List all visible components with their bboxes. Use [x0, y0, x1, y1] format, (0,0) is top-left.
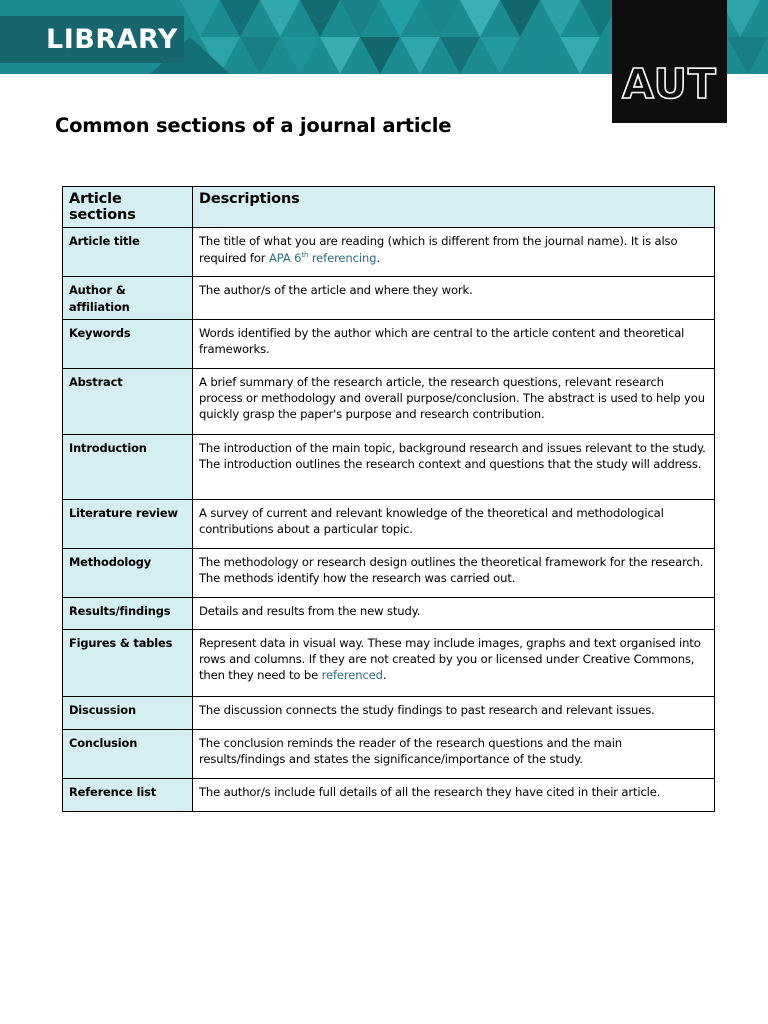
table-row [63, 696, 715, 729]
section-description: The author/s include full details of all the research they have cited in their article. [193, 778, 715, 811]
referenced-link[interactable]: referenced [321, 668, 383, 683]
section-name: Figures & tables [63, 629, 193, 696]
section-description: A brief summary of the research article, the research questions, relevant research process or methodology and overall purpose/conclusion. The abstract is used to help you quickly grasp the paper's purpose and research contribution. [193, 368, 715, 434]
table-row [63, 499, 715, 548]
section-description: The conclusion reminds the reader of the research questions and the main results/findings and states the significance/importance of the study. [193, 729, 715, 778]
section-description: Words identified by the author which are central to the article content and theoretical frameworks. [193, 319, 715, 368]
section-description [193, 228, 715, 277]
table-row [63, 629, 715, 696]
aut-logo [612, 0, 727, 123]
table-row [63, 277, 715, 319]
section-name: Methodology [63, 548, 193, 597]
section-name: Results/findings [63, 597, 193, 629]
link-text-after: referencing [308, 250, 377, 265]
aut-logo-text: AUT [622, 60, 717, 108]
table-row [63, 778, 715, 811]
section-name: Conclusion [63, 729, 193, 778]
section-description: A survey of current and relevant knowledge of the theoretical and methodological contributions about a particular topic. [193, 499, 715, 548]
description-text-after: . [376, 250, 380, 265]
link-text: APA 6 [268, 250, 302, 265]
table-row [63, 319, 715, 368]
column-header-sections: Article sections [63, 187, 193, 228]
section-description: The author/s of the article and where they work. [193, 277, 715, 319]
section-name: Article title [63, 228, 193, 277]
section-name: Literature review [63, 499, 193, 548]
page-title: Common sections of a journal article [55, 114, 452, 137]
section-name: Reference list [63, 778, 193, 811]
sections-table [62, 186, 715, 812]
column-header-descriptions: Descriptions [193, 187, 715, 228]
section-description: The introduction of the main topic, background research and issues relevant to the study. The introduction outlines the research context and questions that the study will address. [193, 434, 715, 499]
section-description: The discussion connects the study findings to past research and relevant issues. [193, 696, 715, 729]
section-name: Keywords [63, 319, 193, 368]
apa-referencing-link[interactable] [269, 251, 376, 265]
section-description: Details and results from the new study. [193, 597, 715, 629]
table-row [63, 729, 715, 778]
section-description: The methodology or research design outlines the theoretical framework for the research. The methods identify how the research was carried out. [193, 548, 715, 597]
section-name: Discussion [63, 696, 193, 729]
section-name: Abstract [63, 368, 193, 434]
section-name: Author & affiliation [63, 277, 193, 319]
table-header-row [63, 187, 715, 228]
table-row [63, 228, 715, 277]
description-text-after: . [382, 668, 387, 683]
table-row [63, 597, 715, 629]
table-row [63, 434, 715, 499]
description-text: Represent data in visual way. These may include images, graphs and text organised into rows and columns. If they are not created by you or licensed under Creative Commons, then they need to be [199, 635, 701, 683]
section-description [193, 629, 715, 696]
link-superscript: th [301, 250, 309, 259]
table-row [63, 368, 715, 434]
description-text: The title of what you are reading (which is different from the journal name). It is also required for [199, 234, 678, 265]
table-row [63, 548, 715, 597]
section-name: Introduction [63, 434, 193, 499]
library-label: LIBRARY [0, 16, 184, 63]
